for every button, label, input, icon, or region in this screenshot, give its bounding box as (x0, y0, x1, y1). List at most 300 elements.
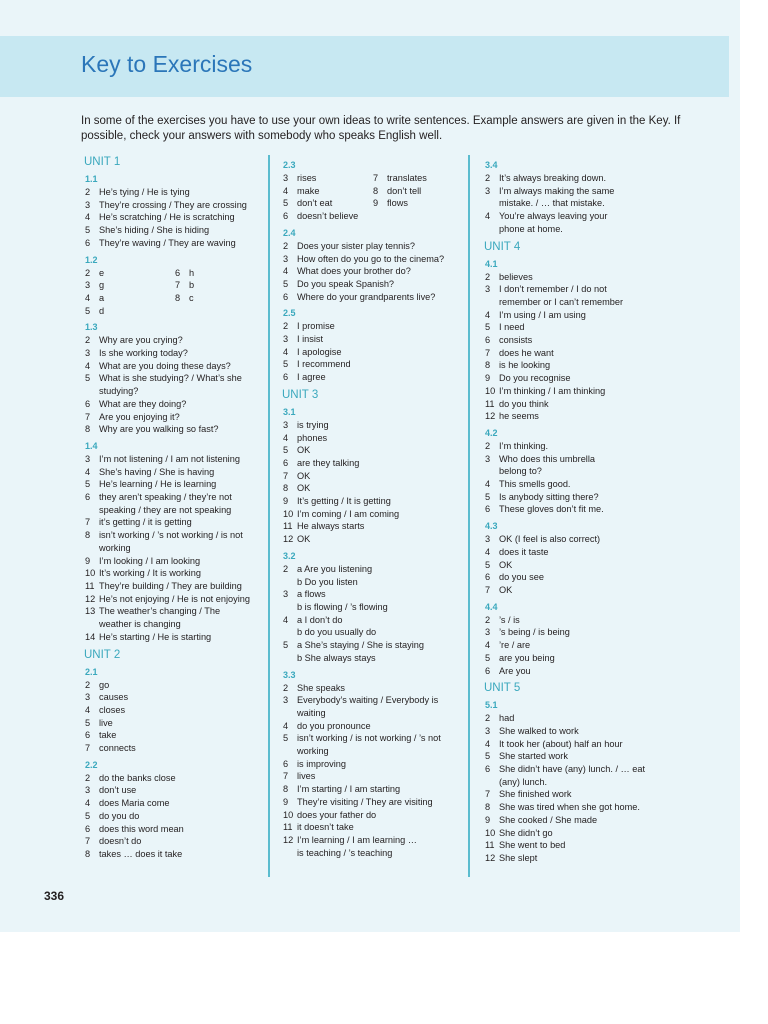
answer-text: d (99, 305, 105, 316)
answer-text: What are they doing? (99, 398, 187, 409)
pair-right (372, 197, 462, 210)
answer-text: believes (499, 271, 533, 282)
answer-text: Are you (499, 665, 531, 676)
answer-row (484, 172, 664, 185)
answer-text: How often do you go to the cinema? (297, 253, 445, 264)
answer-row (484, 814, 664, 827)
answer-text: She cooked / She made (499, 814, 598, 825)
answer-number: 11 (283, 822, 293, 833)
answer-number: 3 (485, 725, 491, 736)
answer-number: 6 (485, 335, 491, 346)
answer-text: They’re crossing / They are crossing (99, 199, 247, 210)
answer-row (84, 411, 264, 424)
answer-text: OK (297, 483, 311, 494)
answer-number: 2 (85, 267, 91, 278)
answer-number: 6 (85, 492, 91, 503)
answer-row (84, 529, 264, 542)
answer-row (84, 385, 264, 398)
answer-row (282, 444, 462, 457)
answer-number: 4 (283, 614, 289, 625)
answer-text: remember or I can’t remember (499, 296, 624, 307)
answer-text: e (99, 267, 105, 278)
answer-row (282, 265, 462, 278)
answer-row (84, 618, 264, 631)
answer-text: had (499, 713, 515, 724)
answer-number: 6 (85, 237, 91, 248)
answer-row (282, 320, 462, 333)
answer-text: lives (297, 771, 316, 782)
answer-row (282, 694, 462, 707)
answer-text: ’s being / is being (499, 627, 570, 638)
answer-row (484, 372, 664, 385)
answer-text: It’s getting / It is getting (297, 496, 391, 507)
answer-text: OK (297, 470, 311, 481)
answer-row (282, 508, 462, 521)
answer-number: 10 (283, 809, 294, 820)
answer-number: 3 (283, 334, 289, 345)
answer-text: working (99, 542, 131, 553)
answer-row (282, 210, 462, 223)
answer-row (484, 827, 664, 840)
answer-text: Everybody’s waiting / Everybody is (297, 695, 439, 706)
answer-text: She speaks (297, 682, 346, 693)
answer-row (84, 542, 264, 555)
pair-left (282, 185, 372, 198)
answer-text: does Maria come (99, 798, 170, 809)
answer-row (282, 834, 462, 847)
answer-row (372, 172, 462, 185)
answer-row (84, 823, 264, 836)
answer-text: She finished work (499, 789, 572, 800)
answer-text: He’s tying / He is tying (99, 187, 190, 197)
answer-text: I agree (297, 372, 326, 383)
exercise-number: 4.1 (485, 258, 498, 269)
answer-row (282, 652, 462, 665)
answer-text: a flows (297, 589, 326, 600)
answer-text: (any) lunch. (499, 776, 548, 787)
answer-text: translates (387, 173, 427, 183)
answer-number: 5 (283, 640, 289, 651)
answer-text: studying? (99, 386, 139, 397)
answer-text: They’re visiting / They are visiting (297, 796, 433, 807)
answer-number: 3 (85, 348, 91, 359)
answer-number: 5 (85, 225, 91, 236)
answer-text: working (297, 746, 329, 757)
answer-row (282, 732, 462, 745)
answer-row (484, 652, 664, 665)
answer-text: She’s hiding / She is hiding (99, 225, 210, 236)
answer-number: 3 (85, 692, 91, 703)
answer-number: 2 (283, 240, 289, 251)
answer-text: takes … does it take (99, 848, 183, 859)
answer-text: h (189, 267, 195, 278)
answer-text: don’t eat (297, 198, 333, 209)
answer-row (372, 197, 462, 210)
answer-pair (282, 197, 462, 210)
answer-text: This smells good. (499, 479, 571, 490)
answer-text: They’re building / They are building (99, 580, 242, 591)
answer-number: 12 (85, 593, 96, 604)
answer-number: 3 (283, 695, 289, 706)
answer-row (282, 639, 462, 652)
answer-number: 6 (485, 504, 491, 515)
answer-number: 3 (485, 627, 491, 638)
answer-row (484, 197, 664, 210)
answer-row (84, 516, 264, 529)
answer-column-2 (282, 155, 462, 859)
answer-number: 2 (485, 271, 491, 282)
answer-column-1 (84, 155, 264, 861)
answer-number: 8 (85, 424, 91, 435)
answer-text: You’re always leaving your (499, 211, 608, 222)
answer-row (84, 423, 264, 436)
answer-number: 11 (485, 840, 495, 851)
answer-row (84, 224, 264, 237)
answer-number: 11 (485, 398, 495, 409)
exercise-number: 1.3 (85, 322, 98, 333)
answer-text: is trying (297, 419, 329, 430)
answer-text: belong to? (499, 466, 542, 477)
answer-number: 7 (85, 836, 91, 847)
answer-text: it’s getting / it is getting (99, 517, 192, 528)
answer-row (84, 567, 264, 580)
answer-number: 2 (283, 321, 289, 332)
answer-row (484, 223, 664, 236)
exercise-number: 2.2 (85, 759, 98, 770)
answer-number: 8 (485, 360, 491, 371)
answer-number: 7 (485, 789, 491, 800)
answer-row (282, 720, 462, 733)
exercise-number: 3.2 (283, 550, 296, 561)
answer-row (282, 614, 462, 627)
answer-number: 5 (85, 479, 91, 490)
answer-text: They’re waving / They are waving (99, 237, 236, 248)
answer-number: 10 (85, 568, 96, 579)
answer-row (84, 199, 264, 212)
answer-row (282, 682, 462, 695)
answer-pair (282, 172, 462, 185)
answer-number: 3 (85, 199, 91, 210)
answer-text: a (99, 292, 105, 303)
answer-number: 6 (283, 291, 289, 302)
answer-number: 2 (485, 614, 491, 625)
answer-number: 11 (85, 580, 95, 591)
answer-text: I’m always making the same (499, 185, 615, 196)
answer-text: does it taste (499, 546, 549, 557)
answer-row (282, 457, 462, 470)
answer-row (282, 358, 462, 371)
answer-pair (84, 279, 264, 292)
answer-text: doesn’t do (99, 836, 142, 847)
answer-text: The weather’s changing / The (99, 606, 221, 617)
answer-text: go (99, 679, 110, 690)
answer-text: She went to bed (499, 840, 566, 851)
answer-number: 4 (85, 704, 91, 715)
answer-row (484, 359, 664, 372)
answer-row (282, 601, 462, 614)
answer-row (484, 725, 664, 738)
answer-text: Do you speak Spanish? (297, 278, 395, 289)
answer-row (282, 745, 462, 758)
answer-row (484, 410, 664, 423)
answer-number: 4 (283, 266, 289, 277)
pair-left (84, 292, 174, 305)
answer-number: 9 (485, 373, 491, 384)
answer-number (484, 465, 499, 478)
answer-number (282, 576, 297, 589)
answer-row (84, 717, 264, 730)
answer-text: g (99, 280, 105, 291)
answer-text: It’s working / It is working (99, 568, 201, 579)
answer-text: I need (499, 322, 525, 333)
answer-row (484, 788, 664, 801)
answer-row (282, 253, 462, 266)
answer-row (84, 211, 264, 224)
answer-row (282, 758, 462, 771)
answer-pair (84, 292, 264, 305)
answer-number: 3 (283, 173, 289, 183)
answer-number: 4 (485, 546, 491, 557)
answer-row (484, 626, 664, 639)
answer-row (282, 185, 372, 198)
answer-number: 6 (175, 267, 181, 278)
answer-number: 5 (485, 559, 491, 570)
answer-number: 8 (283, 784, 289, 795)
answer-number: 7 (485, 347, 491, 358)
answer-text: I’m not listening / I am not listening (99, 453, 240, 464)
answer-row (282, 783, 462, 796)
answer-number: 2 (283, 563, 289, 574)
answer-number: 5 (85, 305, 91, 316)
answer-row (484, 283, 664, 296)
answer-text: I apologise (297, 346, 342, 357)
answer-number (84, 542, 99, 555)
answer-text: He always starts (297, 521, 365, 532)
unit-heading: UNIT 5 (484, 682, 521, 695)
answer-text: doesn’t believe (297, 211, 359, 222)
answer-row (484, 271, 664, 284)
pair-right (174, 279, 264, 292)
answer-row (84, 372, 264, 385)
answer-text: OK (I feel is also correct) (499, 534, 601, 545)
answer-text: I’m thinking / I am thinking (499, 385, 606, 396)
answer-number: 13 (85, 606, 96, 617)
answer-row (282, 172, 372, 185)
answer-text: don’t use (99, 785, 137, 796)
answer-row (484, 185, 664, 198)
answer-row (84, 810, 264, 823)
answer-number: 2 (85, 772, 91, 783)
answer-text: He’s starting / He is starting (99, 631, 212, 642)
answer-text: he seems (499, 411, 539, 422)
answer-number: 2 (485, 440, 491, 451)
answer-row (282, 520, 462, 533)
answer-number: 5 (283, 733, 289, 744)
answer-row (484, 309, 664, 322)
answer-number: 5 (85, 717, 91, 728)
answer-text: I’m looking / I am looking (99, 555, 201, 566)
unit-heading: UNIT 1 (84, 156, 121, 168)
answer-number (84, 504, 99, 517)
answer-text: She didn’t go (499, 827, 553, 838)
answer-number: 3 (85, 453, 91, 464)
answer-row (282, 563, 462, 576)
answer-row (282, 796, 462, 809)
answer-row (484, 614, 664, 627)
answer-number: 6 (485, 572, 491, 583)
answer-row (282, 278, 462, 291)
answer-text: c (189, 292, 194, 303)
answer-row (484, 491, 664, 504)
answer-row (282, 291, 462, 304)
answer-number: 2 (485, 713, 491, 724)
answer-number: 8 (485, 802, 491, 813)
answer-number: 6 (283, 372, 289, 383)
answer-number: 4 (283, 185, 289, 196)
answer-number: 4 (485, 479, 491, 490)
answer-number: 6 (485, 764, 491, 775)
answer-text: I insist (297, 334, 324, 345)
answer-row (84, 186, 264, 199)
answer-text: they aren’t speaking / they’re not (99, 492, 232, 503)
answer-row (484, 385, 664, 398)
answer-number: 10 (283, 508, 294, 519)
answer-text: connects (99, 743, 136, 754)
answer-number: 3 (485, 284, 491, 295)
answer-text: speaking / they are not speaking (99, 504, 232, 515)
answer-text: Do you recognise (499, 373, 571, 384)
answer-row (282, 419, 462, 432)
answer-text: She didn’t have (any) lunch. / … eat (499, 764, 646, 775)
answer-text: Are you enjoying it? (99, 411, 180, 422)
answer-number: 4 (283, 432, 289, 443)
pair-right (372, 172, 462, 185)
answer-text: Where do your grandparents live? (297, 291, 436, 302)
answer-text: ’re / are (499, 640, 531, 651)
answer-number: 12 (485, 852, 496, 863)
answer-row (484, 296, 664, 309)
answer-number: 10 (485, 385, 496, 396)
answer-row (484, 584, 664, 597)
answer-text: What are you doing these days? (99, 360, 231, 371)
column-divider (268, 155, 270, 877)
answer-number: 4 (85, 292, 91, 303)
answer-row (282, 371, 462, 384)
answer-text: OK (499, 584, 513, 595)
answer-number: 5 (283, 359, 289, 370)
pair-right (174, 267, 264, 280)
answer-text: She slept (499, 852, 538, 863)
answer-row (282, 576, 462, 589)
answer-text: Does your sister play tennis? (297, 240, 415, 251)
exercise-number: 1.2 (85, 254, 98, 265)
answer-row (282, 821, 462, 834)
answer-number: 4 (485, 640, 491, 651)
answer-row (282, 847, 462, 860)
answer-number: 2 (85, 187, 91, 197)
answer-row (84, 360, 264, 373)
answer-text: do you think (499, 398, 549, 409)
answer-number: 8 (373, 185, 379, 196)
exercise-number: 5.1 (485, 700, 498, 711)
answer-text: He’s learning / He is learning (99, 479, 217, 490)
answer-number: 6 (85, 730, 91, 741)
answer-number: 5 (85, 373, 91, 384)
answer-number (282, 601, 297, 614)
answer-number: 9 (373, 198, 379, 209)
answer-row (484, 453, 664, 466)
answer-row (484, 347, 664, 360)
answer-text: is teaching / ’s teaching (297, 847, 393, 858)
answer-text: make (297, 185, 320, 196)
answer-text: It took her (about) half an hour (499, 738, 623, 749)
exercise-number: 3.4 (485, 160, 498, 170)
answer-text: I’m starting / I am starting (297, 784, 401, 795)
answer-text: is he looking (499, 360, 551, 371)
answer-text: Who does this umbrella (499, 453, 596, 464)
answer-number: 11 (283, 521, 293, 532)
answer-number: 3 (485, 534, 491, 545)
answer-number: 8 (175, 292, 181, 303)
answer-row (84, 267, 174, 280)
answer-text: do you see (499, 572, 544, 583)
answer-row (84, 347, 264, 360)
answer-number: 5 (283, 278, 289, 289)
answer-text: These gloves don’t fit me. (499, 504, 604, 515)
answer-row (282, 626, 462, 639)
answer-number: 7 (373, 173, 379, 183)
answer-text: I promise (297, 321, 335, 332)
answer-column-3 (484, 155, 664, 865)
answer-number: 4 (85, 360, 91, 371)
answer-text: does your father do (297, 809, 377, 820)
answer-number: 3 (85, 785, 91, 796)
answer-number: 3 (283, 419, 289, 430)
answer-row (84, 237, 264, 250)
answer-number: 8 (283, 483, 289, 494)
answer-row (282, 432, 462, 445)
answer-number: 7 (283, 771, 289, 782)
answer-row (484, 559, 664, 572)
answer-row (84, 704, 264, 717)
answer-text: OK (297, 534, 311, 545)
answer-number: 12 (283, 534, 294, 545)
unit-heading: UNIT 2 (84, 648, 121, 661)
answer-number: 6 (485, 665, 491, 676)
answer-row (84, 797, 264, 810)
answer-text: I’m coming / I am coming (297, 508, 400, 519)
answer-text: I don’t remember / I do not (499, 284, 607, 295)
unit-heading: UNIT 4 (484, 240, 521, 253)
answer-number: 6 (283, 457, 289, 468)
answer-row (84, 478, 264, 491)
answer-number (84, 618, 99, 631)
answer-row (84, 491, 264, 504)
answer-number: 2 (283, 682, 289, 693)
column-divider (468, 155, 470, 877)
answer-number: 8 (85, 530, 91, 541)
answer-text: I recommend (297, 359, 351, 370)
answer-row (84, 605, 264, 618)
answer-row (84, 691, 264, 704)
answer-text: She walked to work (499, 725, 579, 736)
answer-row (484, 571, 664, 584)
answer-row (484, 712, 664, 725)
answer-row (484, 440, 664, 453)
answer-text: She’s having / She is having (99, 466, 215, 477)
answer-text: waiting (297, 707, 326, 718)
answer-row (174, 267, 264, 280)
